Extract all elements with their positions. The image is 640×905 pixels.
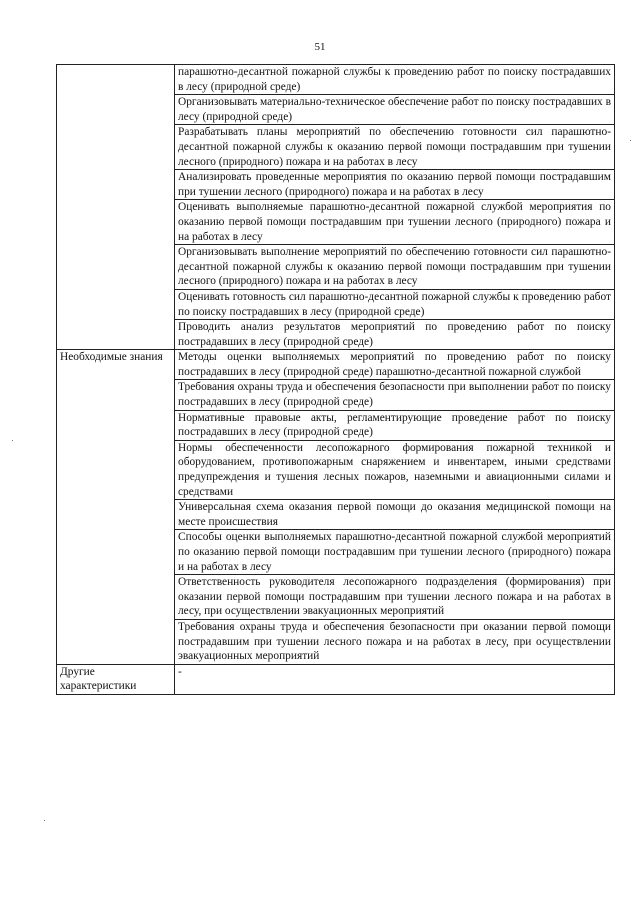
- knowledge-cell: Требования охраны труда и обеспечения безопасности при выполнении работ по поиску пострадавших в лесу (природной среде): [175, 380, 615, 410]
- skill-cell: Оценивать готовность сил парашютно-десантной пожарной службы к проведению работ по поиску пострадавших в лесу (природной среде): [175, 289, 615, 319]
- scan-speck: [12, 440, 13, 441]
- skill-cell: Оценивать выполняемые парашютно-десантной пожарной службой мероприятия по оказанию первой помощи пострадавшим при тушении лесного (природного) пожара и на работах в лесу: [175, 200, 615, 245]
- empty-label-cell: [57, 65, 175, 350]
- knowledge-cell: Универсальная схема оказания первой помощи до оказания медицинской помощи на месте происшествия: [175, 500, 615, 530]
- scan-speck: [44, 820, 45, 821]
- skill-cell: Разрабатывать планы мероприятий по обеспечению готовности сил парашютно-десантной пожарной службы к оказанию первой помощи пострадавшим при тушении лесного (природного) пожара и на работах в лесу: [175, 125, 615, 170]
- table-row: [57, 350, 615, 380]
- knowledge-cell: Ответственность руководителя лесопожарного подразделения (формирования) при оказании первой помощи пострадавшим при тушении лесного пожара и на работах в лесу, при осуществлении эвакуационных мероприятий: [175, 575, 615, 620]
- other-value: -: [175, 664, 615, 694]
- knowledge-cell: Нормативные правовые акты, регламентирующие проведение работ по поиску пострадавших в лесу (природной среде): [175, 410, 615, 440]
- table-row: [57, 664, 615, 694]
- knowledge-cell: Требования охраны труда и обеспечения безопасности при оказании первой помощи пострадавшим при тушении лесного пожара и на работах в лесу, при осуществлении эвакуационных мероприятий: [175, 619, 615, 664]
- skill-cell: Организовывать материально-техническое обеспечение работ по поиску пострадавших в лесу (природной среде): [175, 95, 615, 125]
- knowledge-cell: Способы оценки выполняемых парашютно-десантной пожарной службой мероприятий по оказанию первой помощи пострадавшим при тушении лесного (природного) пожара и на работах в лесу: [175, 530, 615, 575]
- knowledge-label: Необходимые знания: [57, 350, 175, 664]
- knowledge-cell: Методы оценки выполняемых мероприятий по проведению работ по поиску пострадавших в лесу (природной среде) парашютно-десантной пожарной службой: [175, 350, 615, 380]
- skill-cell: Анализировать проведенные мероприятия по оказанию первой помощи пострадавшим при тушении лесного (природного) пожара и на работах в лесу: [175, 170, 615, 200]
- skill-cell: парашютно-десантной пожарной службы к проведению работ по поиску пострадавших в лесу (природной среде): [175, 65, 615, 95]
- qualification-table: [56, 64, 615, 695]
- scan-speck: [630, 140, 631, 141]
- other-label: Другие характеристики: [57, 664, 175, 694]
- skill-cell: Организовывать выполнение мероприятий по обеспечению готовности сил парашютно-десантной пожарной службы к оказанию первой помощи пострадавшим при тушении лесного (природного) пожара и на работах в лесу: [175, 245, 615, 290]
- page-number: 51: [314, 41, 326, 53]
- skill-cell: Проводить анализ результатов мероприятий по проведению работ по поиску пострадавших в лесу (природной среде): [175, 320, 615, 350]
- knowledge-cell: Нормы обеспеченности лесопожарного формирования пожарной техникой и оборудованием, противопожарным снаряжением и инвентарем, иными средствами предупреждения и тушения лесных пожаров, наземными и авиационными силами и средствами: [175, 440, 615, 499]
- table-row: [57, 65, 615, 95]
